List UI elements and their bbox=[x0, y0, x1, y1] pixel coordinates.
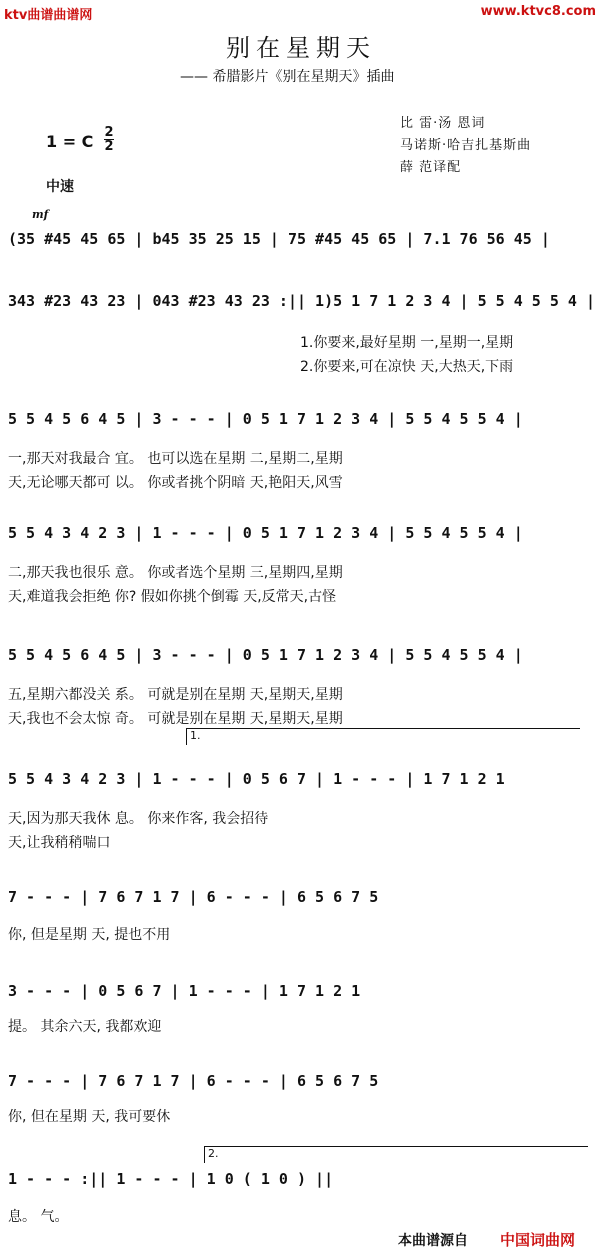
score-system-7-lyric-1: 你, 但是星期 天, 提也不用 bbox=[8, 927, 171, 943]
score-system-4-notes: 5 5 4 3 4 2 3 | 1 - - - | 0 5 1 7 1 2 3 4 | 5 5 4 5 5 4 | bbox=[8, 524, 523, 542]
volta-2-bracket bbox=[204, 1146, 588, 1163]
footer-site-link[interactable]: 中国词曲网 bbox=[500, 1231, 576, 1249]
watermark-left: ktv曲谱曲谱网 bbox=[4, 8, 93, 23]
score-system-6-lyric-1: 天,因为那天我休 息。 你来作客, 我会招待 bbox=[8, 811, 269, 827]
song-title: 别在星期天 bbox=[226, 34, 376, 62]
watermark-right: www.ktvc8.com bbox=[480, 4, 596, 19]
dynamic-marking: mf bbox=[32, 208, 49, 221]
score-system-4-lyric-2: 天,难道我会拒绝 你? 假如你挑个倒霉 天,反常天,古怪 bbox=[8, 589, 337, 605]
score-system-3-lyric-1: 一,那天对我最合 宜。 也可以选在星期 二,星期二,星期 bbox=[8, 451, 343, 467]
score-system-6-lyric-2: 天,让我稍稍喘口 bbox=[8, 835, 111, 851]
score-system-9-notes: 7 - - - | 7 6 7 1 7 | 6 - - - | 6 5 6 7 5 bbox=[8, 1072, 379, 1090]
footer-source-label: 本曲谱源自 bbox=[398, 1233, 468, 1249]
score-system-5-lyric-1: 五,星期六都没关 系。 可就是别在星期 天,星期天,星期 bbox=[8, 687, 343, 703]
score-system-2-lyric-2: 2.你要来,可在凉快 天,大热天,下雨 bbox=[300, 359, 514, 375]
score-system-8-lyric-1: 提。 其余六天, 我都欢迎 bbox=[8, 1019, 162, 1035]
score-system-9-lyric-1: 你, 但在星期 天, 我可要休 bbox=[8, 1109, 171, 1125]
time-signature bbox=[104, 126, 114, 153]
score-system-6-notes: 5 5 4 3 4 2 3 | 1 - - - | 0 5 6 7 | 1 - - - | 1 7 1 2 1 bbox=[8, 770, 505, 788]
score-system-3-notes: 5 5 4 5 6 4 5 | 3 - - - | 0 5 1 7 1 2 3 4 | 5 5 4 5 5 4 | bbox=[8, 410, 523, 428]
credit-composer: 马诺斯·哈吉扎基斯曲 bbox=[400, 138, 532, 153]
tempo-marking: 中速 bbox=[46, 179, 74, 195]
score-system-10-notes: 1 - - - :|| 1 - - - | 1 0 ( 1 0 ) || bbox=[8, 1170, 334, 1188]
score-system-7-notes: 7 - - - | 7 6 7 1 7 | 6 - - - | 6 5 6 7 5 bbox=[8, 888, 379, 906]
score-system-2-lyric-1: 1.你要来,最好星期 一,星期一,星期 bbox=[300, 335, 514, 351]
score-system-4-lyric-1: 二,那天我也很乐 意。 你或者选个星期 三,星期四,星期 bbox=[8, 565, 343, 581]
score-system-5-lyric-2: 天,我也不会太惊 奇。 可就是别在星期 天,星期天,星期 bbox=[8, 711, 343, 727]
key-signature: 1 = C bbox=[46, 132, 94, 151]
score-system-3-lyric-2: 天,无论哪天都可 以。 你或者挑个阴暗 天,艳阳天,风雪 bbox=[8, 475, 343, 491]
score-system-2-notes: 343 #23 43 23 | 043 #23 43 23 :|| 1)5 1 7 1 2 3 4 | 5 5 4 5 5 4 | bbox=[8, 292, 595, 310]
volta-2-label: 2. bbox=[208, 1147, 219, 1160]
credit-lyricist: 比 雷·汤 恩词 bbox=[400, 116, 486, 131]
score-system-1-notes: (35 #45 45 65 | b45 35 25 15 | 75 #45 45 65 | 7.1 76 56 45 | bbox=[8, 230, 550, 248]
score-system-8-notes: 3 - - - | 0 5 6 7 | 1 - - - | 1 7 1 2 1 bbox=[8, 982, 361, 1000]
credit-translator: 薛 范译配 bbox=[400, 160, 462, 175]
volta-1-bracket bbox=[186, 728, 580, 745]
song-subtitle: —— 希腊影片《别在星期天》插曲 bbox=[180, 69, 395, 85]
volta-1-label: 1. bbox=[190, 729, 201, 742]
score-system-10-lyric-1: 息。 气。 bbox=[8, 1209, 69, 1225]
time-signature-top: 2 bbox=[104, 125, 114, 140]
score-system-5-notes: 5 5 4 5 6 4 5 | 3 - - - | 0 5 1 7 1 2 3 4 | 5 5 4 5 5 4 | bbox=[8, 646, 523, 664]
time-signature-bottom: 2 bbox=[104, 139, 114, 154]
